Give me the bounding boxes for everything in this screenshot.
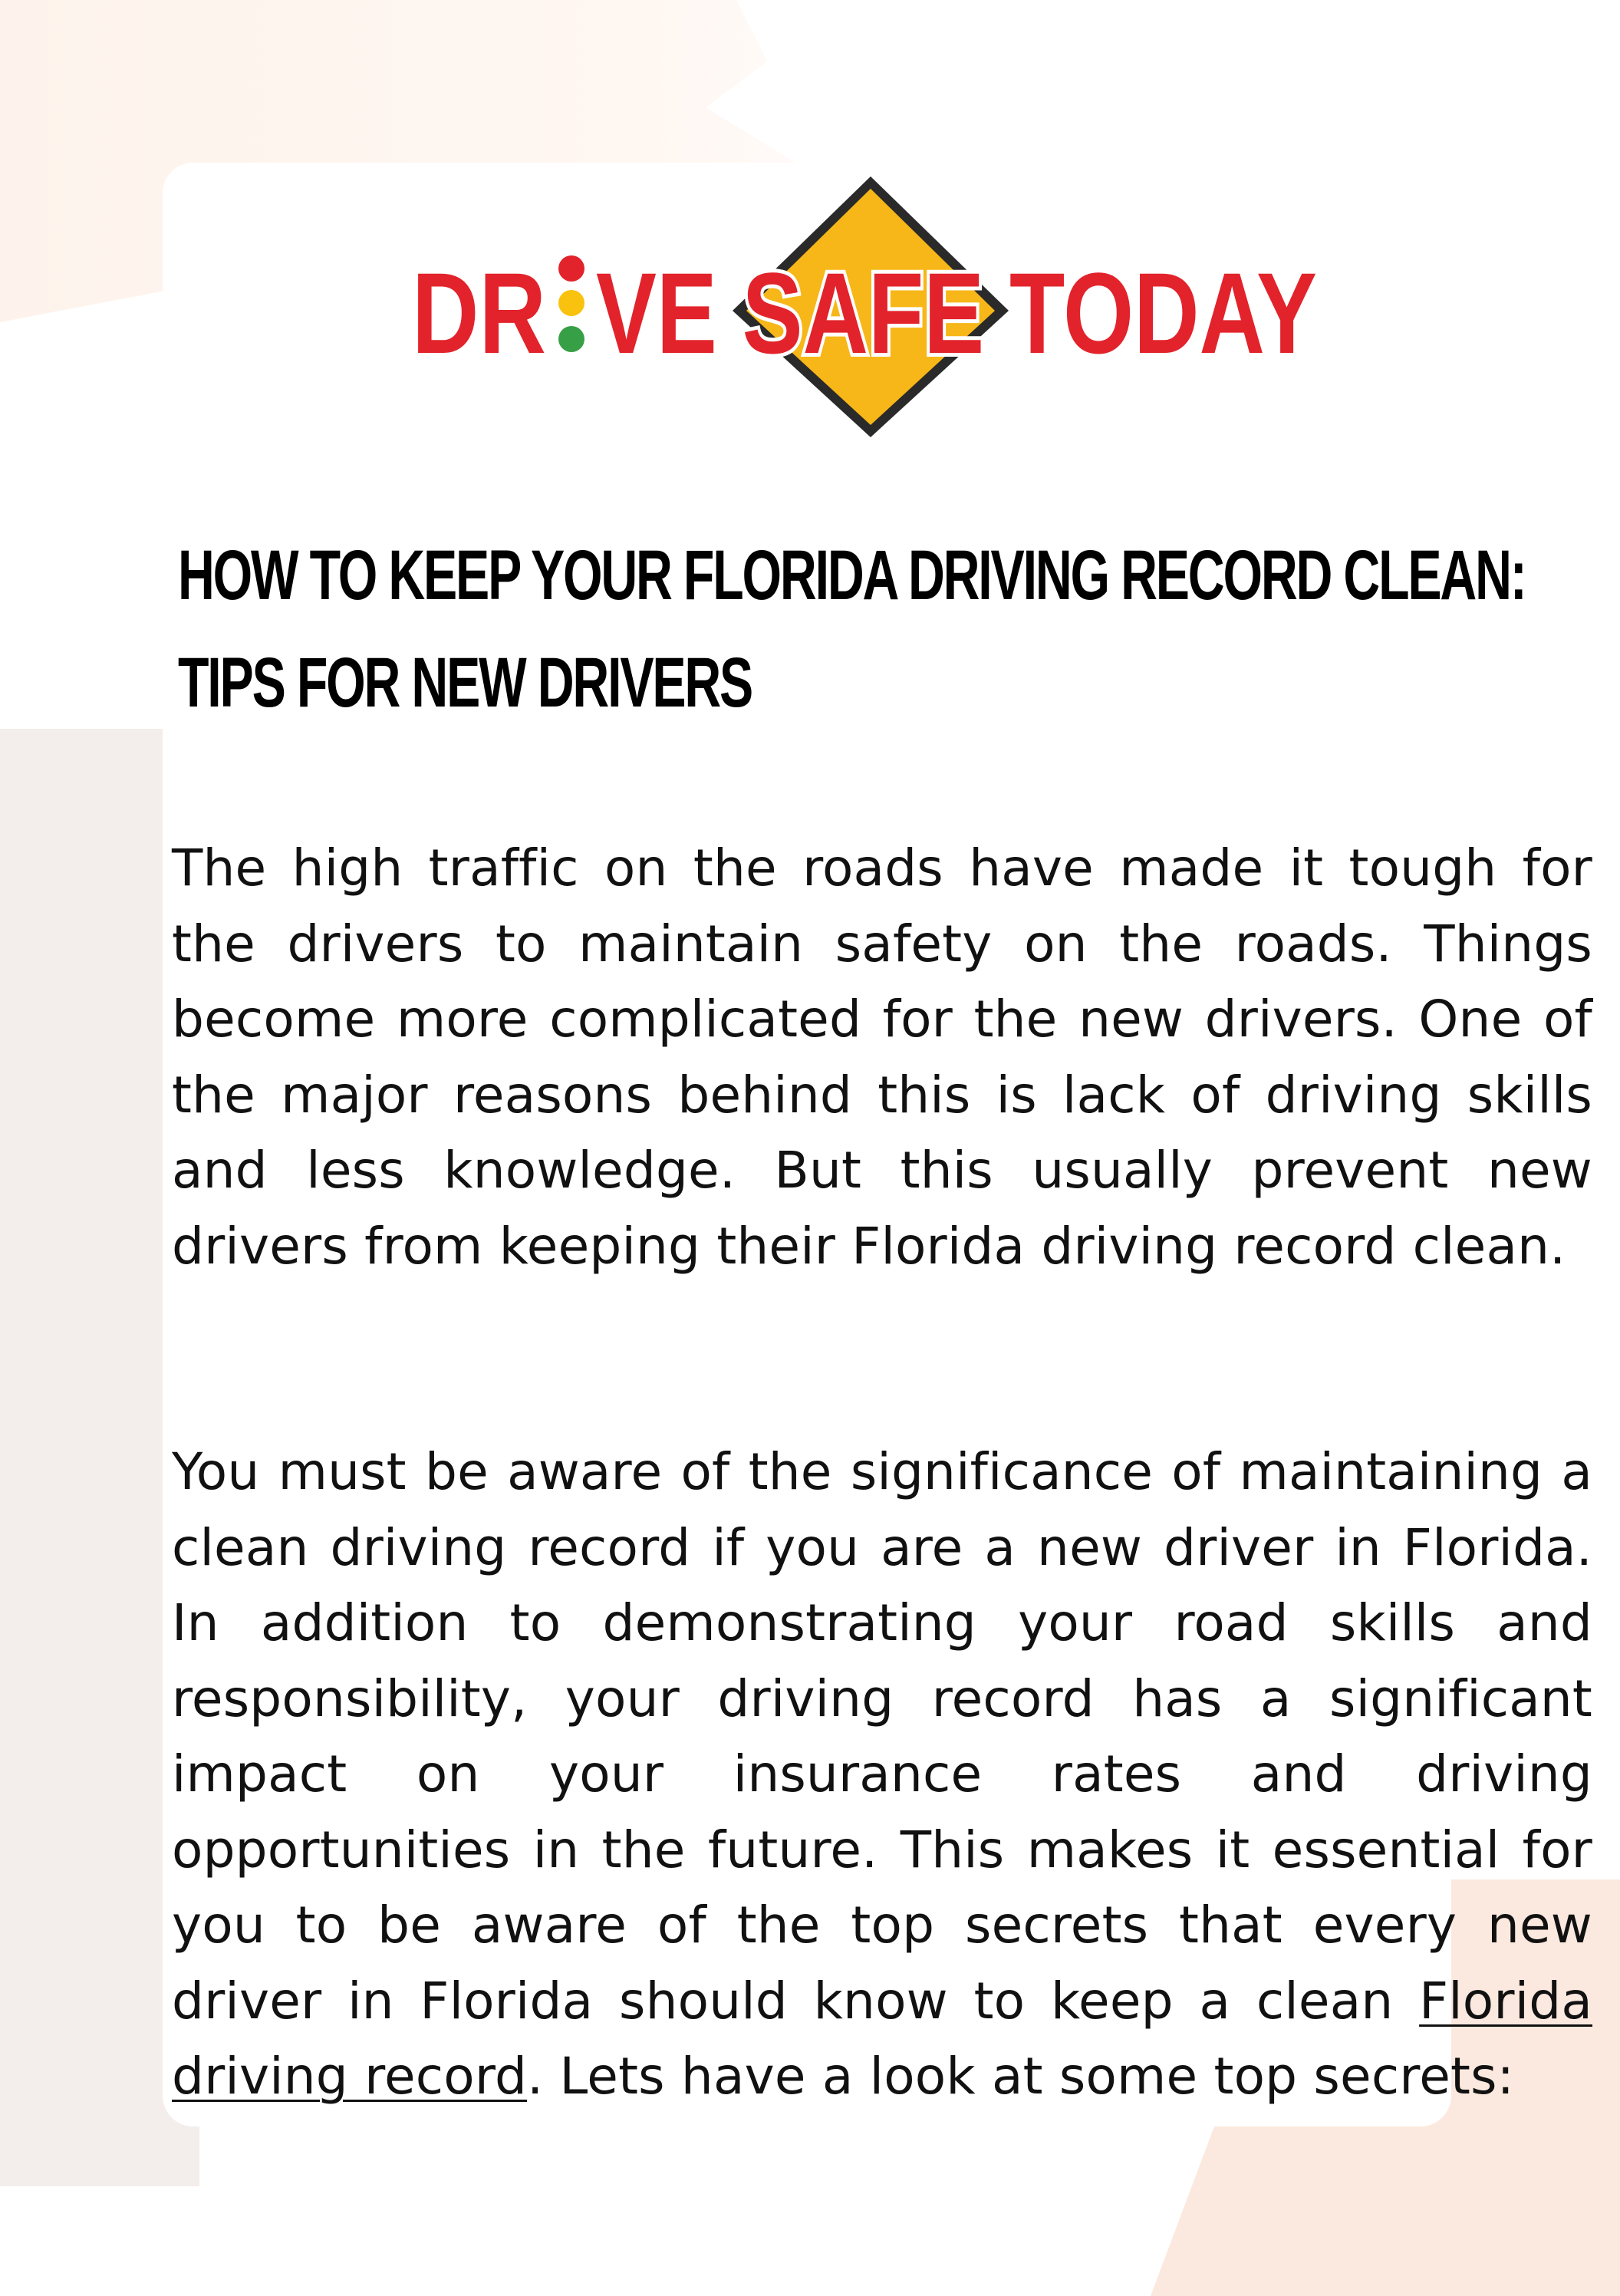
logo-text-rest: VE SAFE TODAY bbox=[596, 249, 1317, 377]
drive-safe-today-logo bbox=[395, 161, 1338, 437]
intro-paragraph: The high traffic on the roads have made it tough for the drivers to maintain safety on the roads. Things become more complicated for the new drivers. One of the major reasons behind this is lack of driving skills and less knowledge. But this usually prevent new drivers from keeping their Florida driving record clean. bbox=[172, 838, 1592, 1276]
second-paragraph-text: You must be aware of the significance of maintaining a clean driving record if you are a new driver in Florida. In addition to demonstrating your road skills and responsibility, your driving record has a significant impact on your insurance rates and driving opportunities in the future. This makes it essential for you to be aware of the top secrets that every new driver in Florida should know to keep a clean bbox=[172, 1442, 1592, 2031]
florida-driving-record-link[interactable]: Florida driving record bbox=[172, 1971, 1592, 2106]
logo-text-dr: DR bbox=[412, 249, 546, 377]
title-line-2: TIPS FOR NEW DRIVERS bbox=[178, 644, 752, 722]
second-paragraph bbox=[172, 1435, 1592, 2115]
second-paragraph-ending: . Lets have a look at some top secrets: bbox=[527, 2047, 1515, 2106]
page-title bbox=[178, 522, 1526, 736]
traffic-light-icon bbox=[558, 255, 584, 352]
title-line-1: HOW TO KEEP YOUR FLORIDA DRIVING RECORD CLEAN: bbox=[178, 536, 1526, 614]
